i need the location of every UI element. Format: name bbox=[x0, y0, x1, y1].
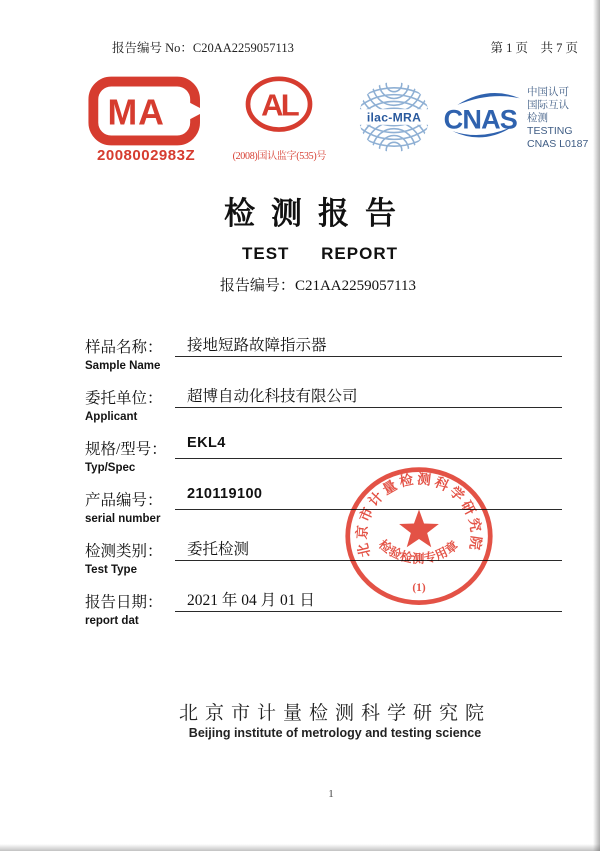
report-title-en: TEST REPORT bbox=[241, 244, 398, 263]
ilac-mra-banner-text: ilac-MRA bbox=[366, 110, 422, 125]
field-label: 规格/型号： bbox=[85, 441, 167, 458]
field-label: 报告日期： bbox=[85, 594, 163, 611]
cal-logo-icon bbox=[242, 76, 316, 138]
bottom-page-number: 1 bbox=[328, 788, 334, 800]
field-sublabel: Applicant bbox=[85, 411, 138, 423]
field-sublabel: Sample Name bbox=[85, 360, 161, 372]
cnas-line: CNAS L0187 bbox=[527, 138, 589, 150]
ilac-mra-logo-block bbox=[357, 80, 432, 154]
cnas-line: 国际互认 bbox=[527, 99, 570, 111]
report-number-label: 报告编号： bbox=[219, 278, 295, 294]
cal-logo-block bbox=[226, 76, 332, 162]
institute-name-en: Beijing institute of metrology and testing science bbox=[188, 726, 482, 740]
report-number-line bbox=[0, 274, 600, 295]
ilac-mra-logo-icon bbox=[357, 80, 431, 154]
scan-edge-right bbox=[593, 0, 600, 851]
cal-caption: (2008)国认监字(535)号 bbox=[232, 151, 327, 162]
cnas-line: 中国认可 bbox=[527, 86, 570, 98]
cal-al-text: AL bbox=[261, 87, 298, 123]
field-label: 产品编号： bbox=[85, 492, 163, 509]
cnas-word-text: CNAS bbox=[443, 104, 517, 135]
cnas-accreditation-text bbox=[527, 86, 592, 151]
field-row-sample-name bbox=[85, 333, 562, 372]
cnas-line: TESTING bbox=[527, 125, 573, 137]
stamp-number: (1) bbox=[412, 582, 426, 595]
report-title-zh: 检测报告 bbox=[224, 196, 412, 231]
field-row-applicant bbox=[85, 384, 562, 423]
field-value: 超博自动化科技有限公司 bbox=[175, 384, 562, 408]
accreditation-logos bbox=[88, 76, 592, 164]
field-label: 委托单位： bbox=[85, 390, 163, 407]
cnas-logo-icon bbox=[441, 90, 523, 141]
field-label: 检测类别： bbox=[85, 543, 163, 560]
official-stamp bbox=[338, 462, 500, 614]
report-number-value: C21AA2259057113 bbox=[294, 278, 417, 294]
field-sublabel: serial number bbox=[85, 513, 161, 525]
field-sublabel: report dat bbox=[85, 615, 139, 627]
stamp-ring-text: 北京市计量检测科学研究院 bbox=[354, 471, 484, 559]
cma-number: 2008002983Z bbox=[97, 147, 196, 164]
scan-edge-bottom bbox=[0, 844, 600, 851]
field-sublabel: Typ/Spec bbox=[85, 462, 136, 474]
field-value: EKL4 bbox=[175, 435, 562, 459]
field-value: 接地短路故障指示器 bbox=[175, 333, 562, 357]
field-sublabel: Test Type bbox=[85, 564, 137, 576]
header-report-number-label: 报告编号 No： bbox=[112, 41, 193, 55]
header-page-info: 第 1 页 共 7 页 bbox=[490, 41, 578, 55]
svg-text:检验检测专用章 bbox=[376, 537, 461, 566]
page-header bbox=[112, 38, 578, 56]
institute-name-zh: 北京市计量检测科学研究院 bbox=[178, 703, 491, 724]
field-label: 样品名称： bbox=[85, 339, 163, 356]
cma-logo-icon bbox=[88, 76, 204, 146]
cma-ma-text: MA bbox=[107, 92, 165, 133]
cma-logo-block bbox=[88, 76, 204, 164]
field-value: 2021 年 04 月 01 日 bbox=[175, 588, 562, 612]
header-report-number bbox=[112, 38, 294, 56]
cnas-line: 检测 bbox=[527, 112, 549, 124]
field-value: 委托检测 bbox=[175, 537, 562, 561]
stamp-inner-text: 检验检测专用章 bbox=[375, 537, 462, 566]
field-value: 210119100 bbox=[175, 486, 562, 510]
cnas-logo-block bbox=[440, 90, 523, 141]
stamp-star-icon bbox=[399, 510, 439, 548]
header-report-number-value: C20AA2259057113 bbox=[192, 41, 294, 55]
